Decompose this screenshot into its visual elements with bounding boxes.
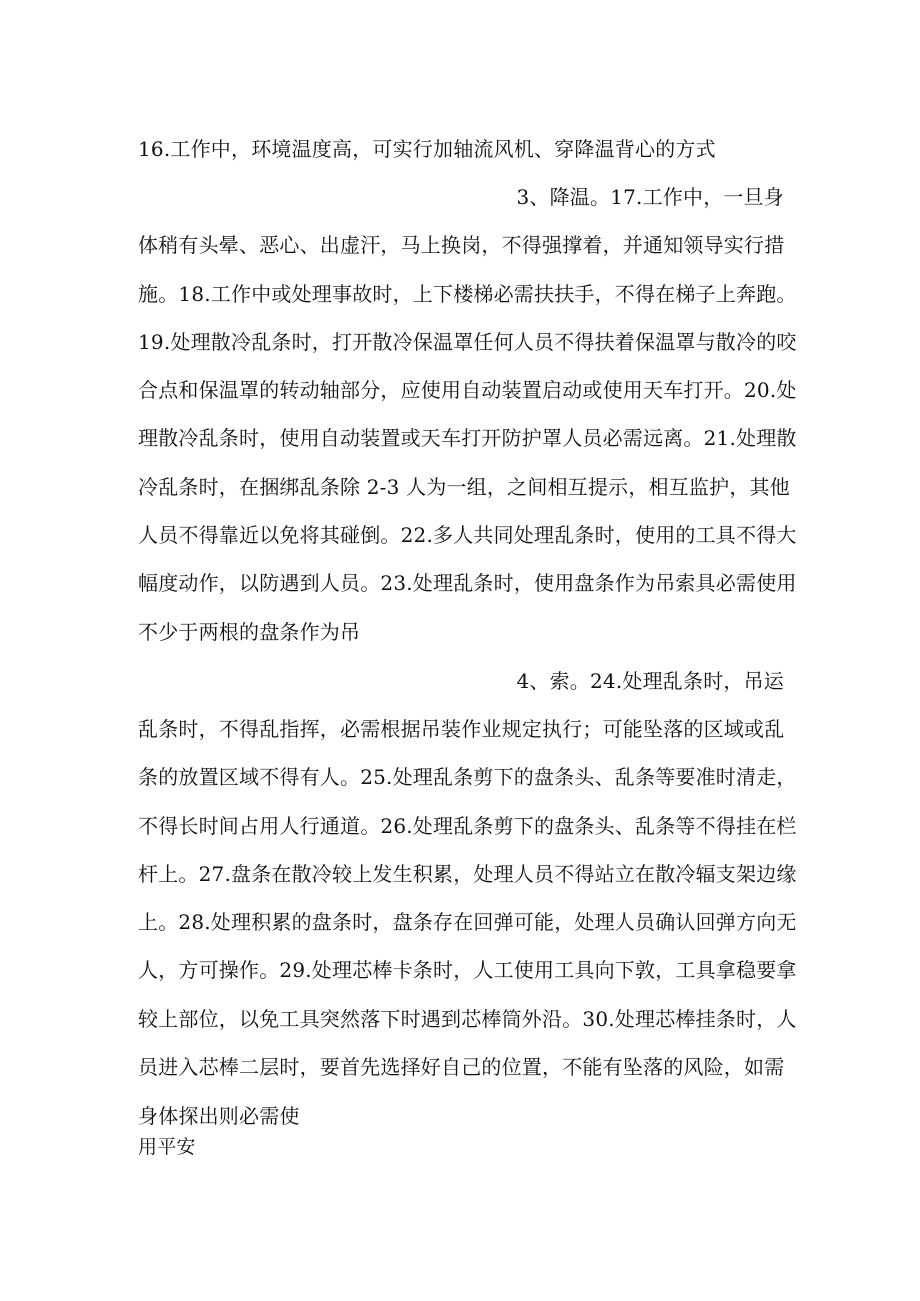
text-line-11: 不少于两根的盘条作为吊: [138, 620, 361, 644]
text-line-17: 上。28.处理积累的盘条时，盘条存在回弹可能，处理人员确认回弹方向无: [138, 910, 797, 934]
text-line-20: 员进入芯棒二层时，要首先选择好自己的位置，不能有坠落的风险，如需: [138, 1055, 785, 1079]
text-line-7: 理散冷乱条时，使用自动装置或天车打开防护罩人员必需远离。21.处理散: [138, 426, 797, 450]
text-line-15: 不得长时间占用人行通道。26.处理乱条剪下的盘条头、乱条等不得挂在栏: [138, 814, 797, 838]
text-line-6: 合点和保温罩的转动轴部分，应使用自动装置启动或使用天车打开。20.处: [138, 378, 797, 402]
text-line-16: 杆上。27.盘条在散冷较上发生积累，处理人员不得站立在散冷辐支架边缘: [138, 862, 797, 886]
text-line-9: 人员不得靠近以免将其碰倒。22.多人共同处理乱条时，使用的工具不得大: [138, 523, 797, 547]
text-line-3: 体稍有头晕、恶心、出虚汗，马上换岗，不得强撑着，并通知领导实行措: [138, 233, 785, 257]
text-line-1: 16.工作中，环境温度高，可实行加轴流风机、穿降温背心的方式: [138, 137, 716, 161]
text-line-19: 较上部位，以免工具突然落下时遇到芯棒筒外沿。30.处理芯棒挂条时，人: [138, 1007, 797, 1031]
text-line-18: 人，方可操作。29.处理芯棒卡条时，人工使用工具向下敦，工具拿稳要拿: [138, 958, 797, 982]
text-line-2: 3、降温。17.工作中，一旦身: [516, 185, 784, 209]
text-line-5: 19.处理散冷乱条时，打开散冷保温罩任何人员不得扶着保温罩与散冷的咬: [138, 330, 797, 354]
text-line-12: 4、索。24.处理乱条时，吊运: [516, 669, 784, 693]
text-line-10: 幅度动作，以防遇到人员。23.处理乱条时，使用盘条作为吊索具必需使用: [138, 571, 797, 595]
text-line-14: 条的放置区域不得有人。25.处理乱条剪下的盘条头、乱条等要准时清走，: [138, 765, 797, 789]
text-line-4: 施。18.工作中或处理事故时，上下楼梯必需扶扶手，不得在梯子上奔跑。: [138, 282, 797, 306]
text-line-22: 用平安: [138, 1136, 196, 1158]
text-line-8: 冷乱条时，在捆绑乱条除 2-3 人为一组，之间相互提示，相互监护，其他: [138, 475, 790, 499]
text-line-13: 乱条时，不得乱指挥，必需根据吊装作业规定执行；可能坠落的区域或乱: [138, 717, 785, 741]
text-line-21: 身体探出则必需使: [138, 1104, 300, 1128]
